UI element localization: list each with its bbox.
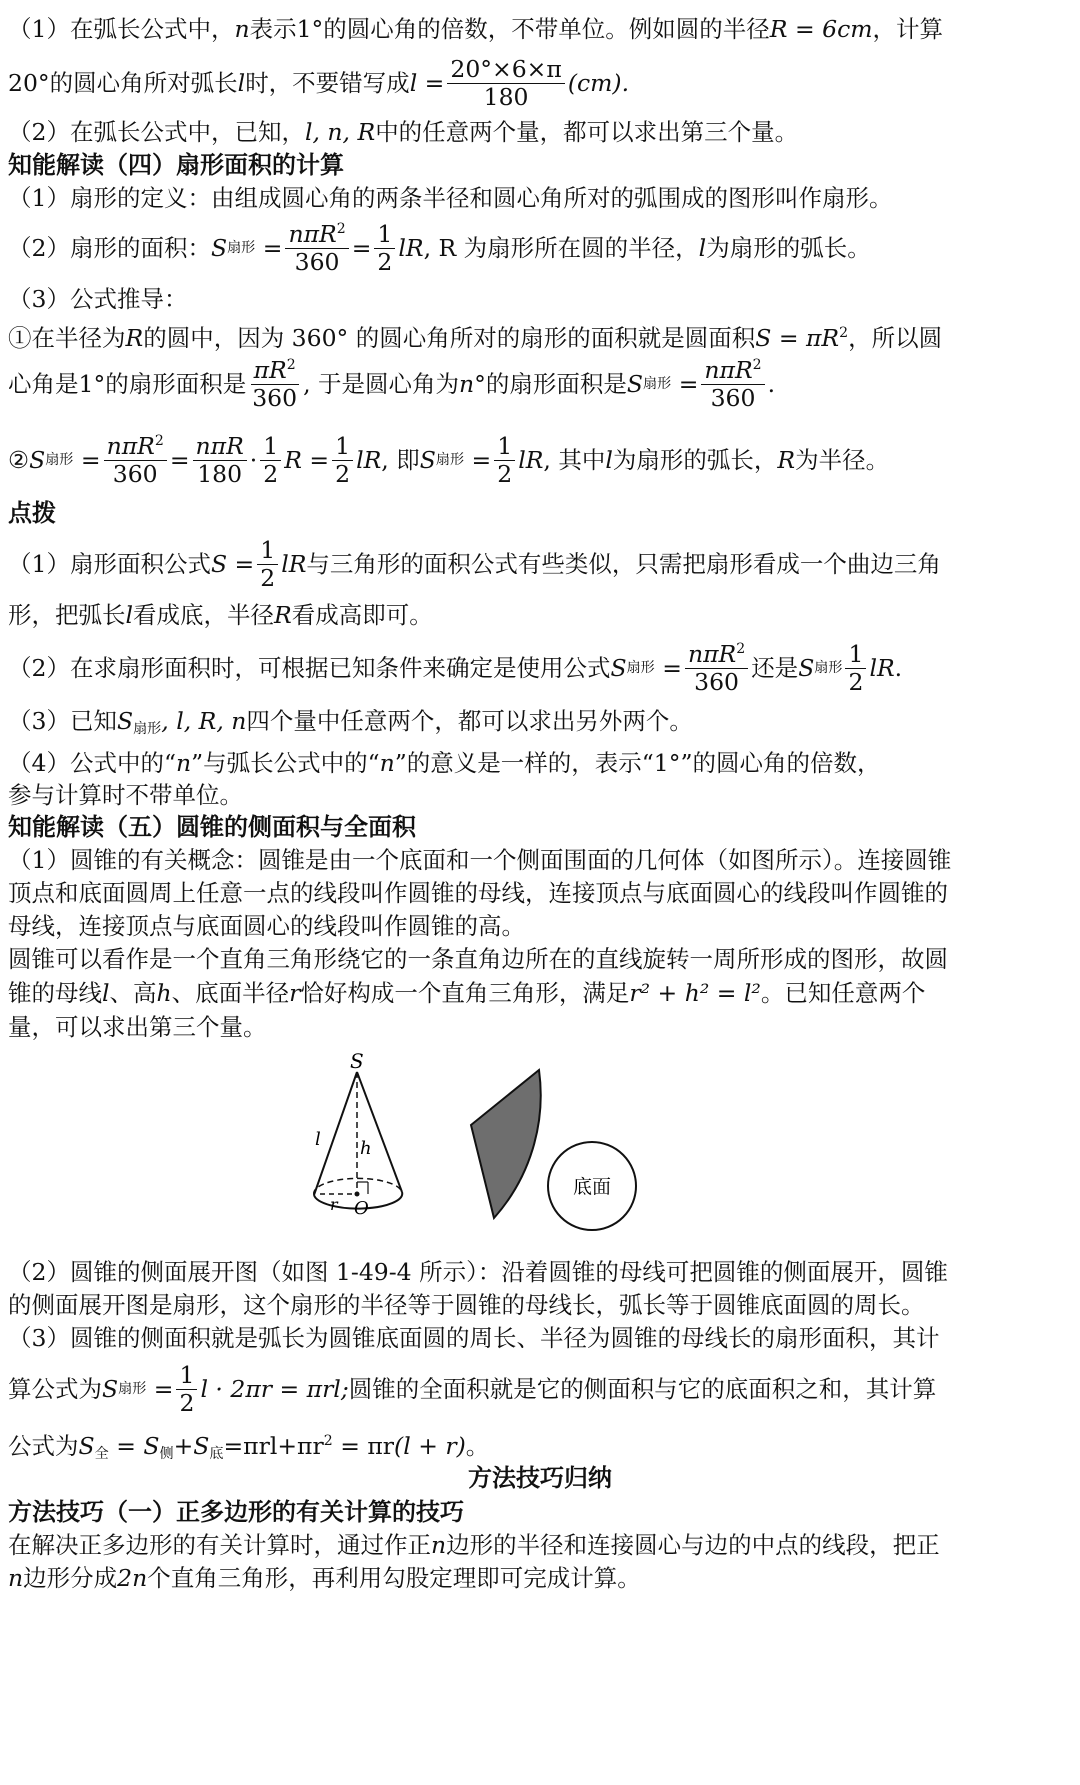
arc-note-1: （1）在弧长公式中，n表示1°的圆心角的倍数，不带单位。例如圆的半径R = 6cm，计算 bbox=[8, 15, 944, 43]
cone-figure bbox=[315, 1049, 740, 1250]
cone-concept-6: 量，可以求出第三个量。 bbox=[8, 1013, 267, 1041]
cone-concept-1: （1）圆锥的有关概念：圆锥是由一个底面和一个侧面围面的几何体（如图所示）。连接圆锥 bbox=[8, 846, 952, 874]
sector-shape bbox=[471, 1070, 541, 1218]
derivation-2: ② S 扇形 = $\frac{n\pi R^2}{360}$ = $\frac{\text{nπR}}{180}$ · $\frac{1}{2}$ R = $\frac{1}{2}$ lR , 即 S 扇形 = $\frac{1}{2}$ lR , 其中 l 为扇形的弧长， R 为半径。 bbox=[8, 431, 890, 488]
radius-label: r bbox=[330, 1195, 338, 1214]
derivation-label: （3）公式推导： bbox=[8, 285, 188, 313]
fraction: $\frac{n\pi R^2}{360}$ bbox=[104, 434, 167, 486]
sector-definition: （1）扇形的定义：由组成圆心角的两条半径和圆心角所对的弧围成的图形叫作扇形。 bbox=[8, 184, 893, 212]
fraction: $\frac{20^\circ\times 6\times\pi}{180}$ bbox=[447, 57, 564, 109]
cone-concept-5: 锥的母线l、高h、底面半径r恰好构成一个直角三角形，满足r² + h² = l²。已知任意两个 bbox=[8, 979, 926, 1007]
cone-concept-4: 圆锥可以看作是一个直角三角形绕它的一条直角边所在的直线旋转一周所形成的图形，故圆 bbox=[8, 945, 948, 973]
sector-area-formula: （2）扇形的面积： S 扇形 = $\frac{n\pi R^2}{360}$ = $\frac{1}{2}$ lR , R 为扇形所在圆的半径， l 为扇形的弧长。 bbox=[8, 219, 871, 276]
tip-2: （2）在求扇形面积时，可根据已知条件来确定是使用公式 S 扇形 = $\frac{n\pi R^2}{360}$ 还是 S 扇形 $\frac{1}{2}$ lR . bbox=[8, 639, 903, 696]
unfold-1: （2）圆锥的侧面展开图（如图 1-49-4 所示）：沿着圆锥的母线可把圆锥的侧面展开，圆锥 bbox=[8, 1258, 948, 1286]
slant-label: l bbox=[315, 1129, 321, 1150]
section-heading-4: 知能解读（四）扇形面积的计算 bbox=[8, 150, 344, 179]
height-label: h bbox=[360, 1138, 372, 1159]
cone-diagram bbox=[314, 1049, 402, 1219]
lateral-area-1: （3）圆锥的侧面积就是弧长为圆锥底面圆的周长、半径为圆锥的母线长的扇形面积，其计 bbox=[8, 1324, 940, 1352]
total-area: 公式为$S_全 = S_侧+S_底=\pi rl+\pi r^2 = \pi r(l + r)$。 bbox=[8, 1431, 490, 1463]
tip-1: （1）扇形面积公式 S = $\frac{1}{2}$ lR 与三角形的面积公式有些类似，只需把扇形看成一个曲边三角 bbox=[8, 535, 941, 592]
tip-4: （4）公式中的“n”与弧长公式中的“n”的意义是一样的，表示“1°”的圆心角的倍数， bbox=[8, 749, 881, 777]
tip-1-cont: 形，把弧长l看成底，半径R看成高即可。 bbox=[8, 601, 433, 629]
fraction: $\frac{n\pi R^2}{360}$ bbox=[701, 358, 764, 410]
fraction: $\frac{1}{2}$ bbox=[845, 642, 866, 694]
tip-3: （3）已知$S_{扇形}$, l, R, n四个量中任意两个，都可以求出另外两个。 bbox=[8, 707, 693, 738]
fraction: $\frac{1}{2}$ bbox=[257, 538, 278, 590]
unfold-2: 的侧面展开图是扇形，这个扇形的半径等于圆锥的母线长，弧长等于圆锥底面圆的周长。 bbox=[8, 1291, 925, 1319]
fraction: $\frac{\pi R^2}{360}$ bbox=[252, 355, 298, 412]
tips-heading: 点拨 bbox=[8, 498, 56, 527]
arc-note-2: （2）在弧长公式中，已知，l, n, R中的任意两个量，都可以求出第三个量。 bbox=[8, 118, 799, 146]
unfolded-diagram bbox=[471, 1070, 636, 1230]
method-heading-1: 方法技巧（一）正多边形的有关计算的技巧 bbox=[8, 1497, 464, 1526]
arc-note-1-cont: 20° 的圆心角所对弧长 l 时，不要错写成 l = $\frac{20^\circ\times 6\times\pi}{180}$ (cm). bbox=[8, 54, 630, 111]
section-heading-5: 知能解读（五）圆锥的侧面积与全面积 bbox=[8, 812, 416, 841]
fraction: $\frac{1}{2}$ bbox=[494, 434, 515, 486]
fraction: $\frac{1}{2}$ bbox=[176, 1363, 197, 1415]
fraction: $\frac{n\pi R^2}{360}$ bbox=[285, 222, 348, 274]
base-label: 底面 bbox=[572, 1176, 612, 1198]
method-1-line-2: n边形分成2n个直角三角形，再利用勾股定理即可完成计算。 bbox=[8, 1564, 641, 1592]
fraction: $\frac{1}{2}$ bbox=[260, 434, 281, 486]
tip-4-cont: 参与计算时不带单位。 bbox=[8, 781, 243, 809]
fraction: $\frac{\text{nπR}}{180}$ bbox=[193, 434, 247, 486]
fraction: $\frac{n\pi R^2}{360}$ bbox=[685, 642, 748, 694]
cone-concept-2: 顶点和底面圆周上任意一点的线段叫作圆锥的母线，连接顶点与底面圆心的线段叫作圆锥的 bbox=[8, 879, 948, 907]
fraction: $\frac{1}{2}$ bbox=[374, 222, 395, 274]
apex-label: S bbox=[350, 1049, 364, 1073]
lateral-area-2: 算公式为 S 扇形 = $\frac{1}{2}$ l · 2πr = πrl; 圆锥的全面积就是它的侧面积与它的底面积之和，其计算 bbox=[8, 1360, 937, 1417]
fraction: $\frac{1}{2}$ bbox=[332, 434, 353, 486]
method-1-line-1: 在解决正多边形的有关计算时，通过作正n边形的半径和连接圆心与边的中点的线段，把正 bbox=[8, 1531, 940, 1559]
center-label: O bbox=[354, 1198, 369, 1219]
derivation-1: ①在半径为R的圆中，因为 360° 的圆心角所对的扇形的面积就是圆面积$S = \pi R^2$，所以圆 bbox=[8, 323, 943, 352]
cone-concept-3: 母线，连接顶点与底面圆心的线段叫作圆锥的高。 bbox=[8, 912, 525, 940]
derivation-1-cont: 心角是 1° 的扇形面积是 $\frac{\pi R^2}{360}$ , 于是圆心角为 n° 的扇形面积是 S 扇形 = $\frac{n\pi R^2}{360}$ . bbox=[8, 355, 776, 412]
methods-title: 方法技巧归纳 bbox=[468, 1463, 612, 1492]
